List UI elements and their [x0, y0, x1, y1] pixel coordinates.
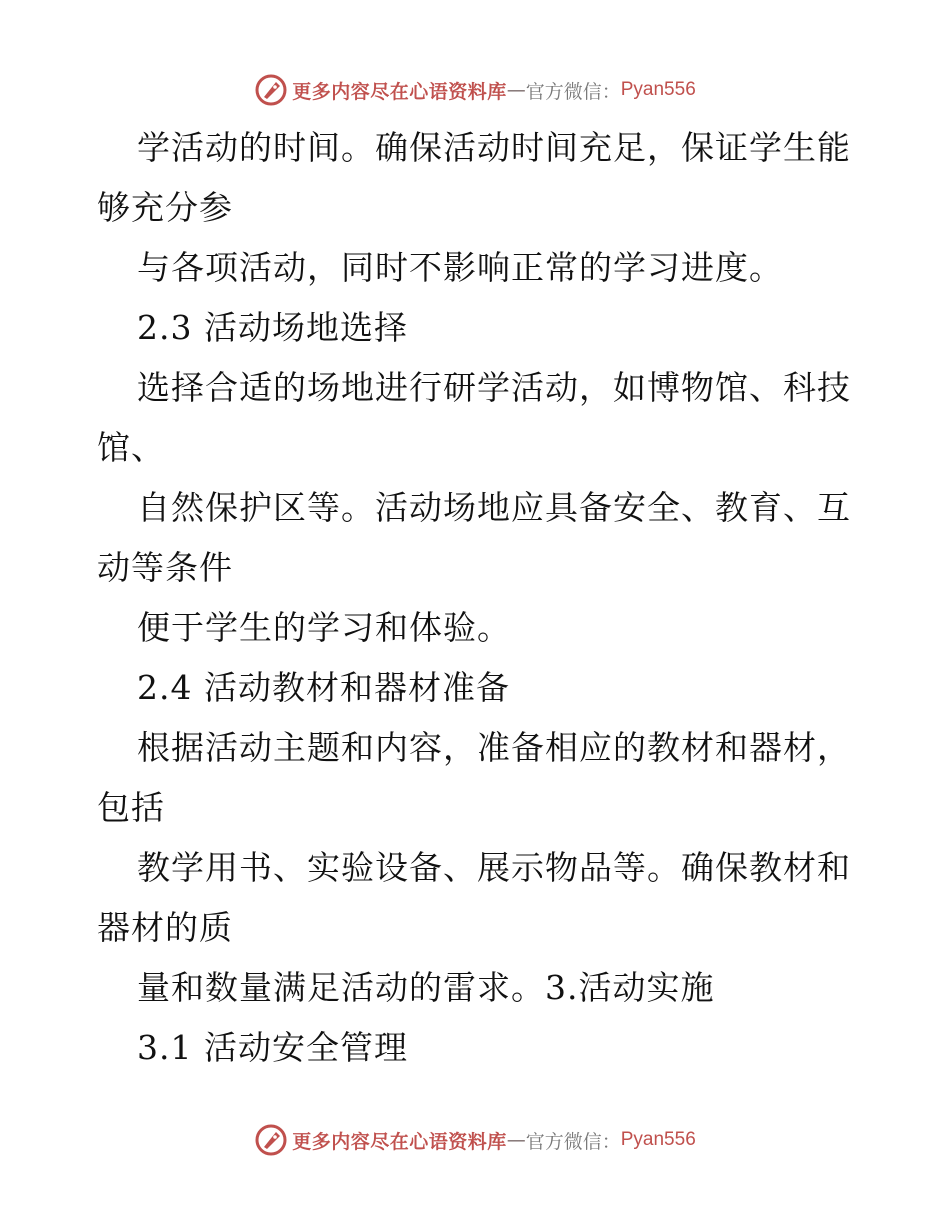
watermark-wechat-id: Pyan556 [620, 79, 696, 100]
text-line: 与各项活动，同时不影响正常的学习进度。 [137, 248, 783, 287]
footer-watermark [0, 1122, 950, 1158]
watermark-wechat-label: 官方微信： [525, 80, 621, 103]
watermark-text: 更多内容尽在心语资料库 [292, 80, 507, 103]
text-line: 够充分参 [97, 188, 233, 227]
watermark-text: 更多内容尽在心语资料库 [292, 1130, 507, 1153]
text-line: 选择合适的场地进行研学活动，如博物馆、科技 [137, 368, 851, 407]
watermark-wechat-label: 官方微信： [525, 1130, 621, 1153]
text-line: 学活动的时间。确保活动时间充足，保证学生能 [137, 128, 851, 167]
pen-nib-logo-icon [254, 1123, 288, 1157]
text-line: 根据活动主题和内容，准备相应的教材和器材， [137, 728, 851, 767]
header-watermark [0, 72, 950, 108]
text-line: 便于学生的学习和体验。 [137, 608, 511, 647]
text-line: 动等条件 [97, 548, 233, 587]
watermark-dash: — [506, 1129, 526, 1151]
watermark-dash: — [506, 79, 526, 101]
text-line: 量和数量满足活动的雷求。3.活动实施 [137, 968, 715, 1007]
document-body [97, 118, 857, 1078]
text-line: 包括 [97, 788, 165, 827]
text-line: 器材的质 [97, 908, 233, 947]
section-heading: 3.1 活动安全管理 [137, 1028, 408, 1067]
section-heading: 2.4 活动教材和器材准备 [137, 668, 510, 707]
section-heading: 2.3 活动场地选择 [137, 308, 408, 347]
pen-nib-logo-icon [254, 73, 288, 107]
text-line: 自然保护区等。活动场地应具备安全、教育、互 [137, 488, 851, 527]
text-line: 馆、 [97, 428, 165, 467]
text-line: 教学用书、实验设备、展示物品等。确保教材和 [137, 848, 851, 887]
watermark-wechat-id: Pyan556 [620, 1129, 696, 1150]
